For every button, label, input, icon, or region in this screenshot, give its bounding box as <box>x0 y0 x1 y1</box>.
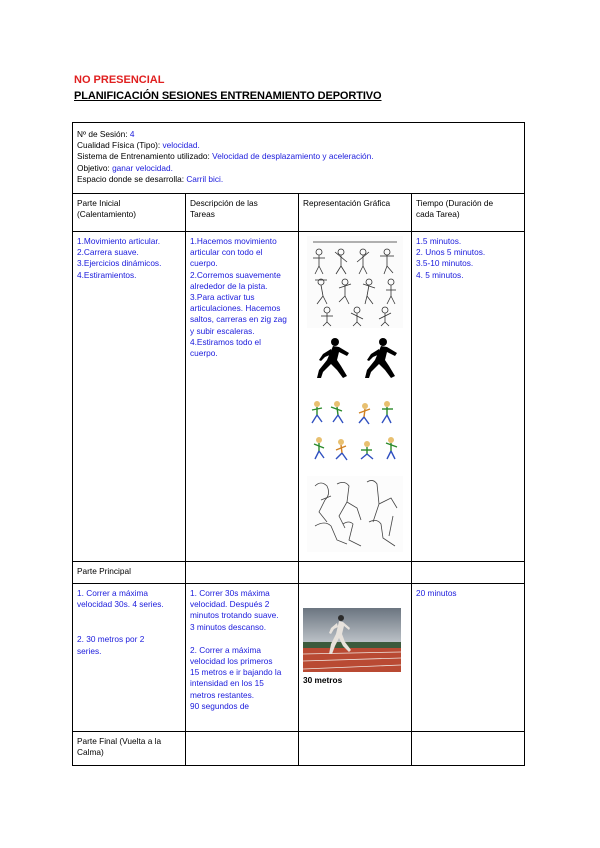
principal-photo-cell <box>299 584 412 732</box>
principal-time-cell: 20 minutos <box>412 584 525 732</box>
principal-parts-cell: 1. Correr a máxima velocidad 30s. 4 series. 2. 30 metros por 2 series. <box>73 584 186 732</box>
physical-quality: Cualidad Física (Tipo): velocidad. <box>77 140 200 151</box>
drill-figures <box>307 398 403 466</box>
parte-principal-row <box>73 584 525 732</box>
sprint-track-photo <box>303 608 401 672</box>
parte-principal-label: Parte Principal <box>73 562 186 584</box>
page-title: PLANIFICACIÓN SESIONES ENTRENAMIENTO DEPORTIVO <box>74 90 382 102</box>
mode-label: NO PRESENCIAL <box>74 74 165 86</box>
inicial-parts-cell: 1.Movimiento articular. 2.Carrera suave. 3.Ejercicios dinámicos. 4.Estiramientos. <box>73 232 186 562</box>
col-header-descripcion: Descripción de las Tareas <box>186 194 299 232</box>
col-header-representacion: Representación Gráfica <box>299 194 412 232</box>
parte-inicial-row <box>73 232 525 562</box>
parte-final-label: Parte Final (Vuelta a la Calma) <box>73 732 186 766</box>
stretching-sketch <box>307 476 403 552</box>
photo-caption: 30 metros <box>303 675 343 685</box>
session-info-row <box>73 123 525 194</box>
parte-principal-header-row <box>73 562 525 584</box>
col-header-parte-inicial: Parte Inicial (Calentamiento) <box>73 194 186 232</box>
column-header-row <box>73 194 525 232</box>
col-header-tiempo: Tiempo (Duración de cada Tarea) <box>412 194 525 232</box>
planning-table <box>72 122 525 766</box>
objective: Objetivo: ganar velocidad. <box>77 162 173 173</box>
warmup-exercises-sketch <box>307 236 403 328</box>
inicial-desc-cell: 1.Hacemos movimiento articular con todo el cuerpo. 2.Corremos suavemente alrededor de la pista. 3.Para activar tus articulaciones. Hacemos saltos, carreras en zig zag y subir escaleras. 4.Estiramos todo el cuerpo. <box>186 232 299 562</box>
inicial-times-cell: 1.5 minutos. 2. Unos 5 minutos. 3.5-10 minutos. 4. 5 minutos. <box>412 232 525 562</box>
training-system: Sistema de Entrenamiento utilizado: Velocidad de desplazamiento y aceleración. <box>77 151 374 162</box>
parte-final-row <box>73 732 525 766</box>
runners-silhouette <box>307 336 403 382</box>
session-number: Nº de Sesión: 4 <box>77 129 135 139</box>
training-space: Espacio donde se desarrolla: Carril bici. <box>77 173 224 184</box>
principal-desc-cell: 1. Correr 30s máxima velocidad. Después 2 minutos trotando suave. 3 minutos descanso. 2. Correr a máxima velocidad los primeros 15 metros e ir bajando la intensidad en los 15 metros restantes. 90 segundos de <box>186 584 299 732</box>
inicial-figures-cell <box>299 232 412 562</box>
